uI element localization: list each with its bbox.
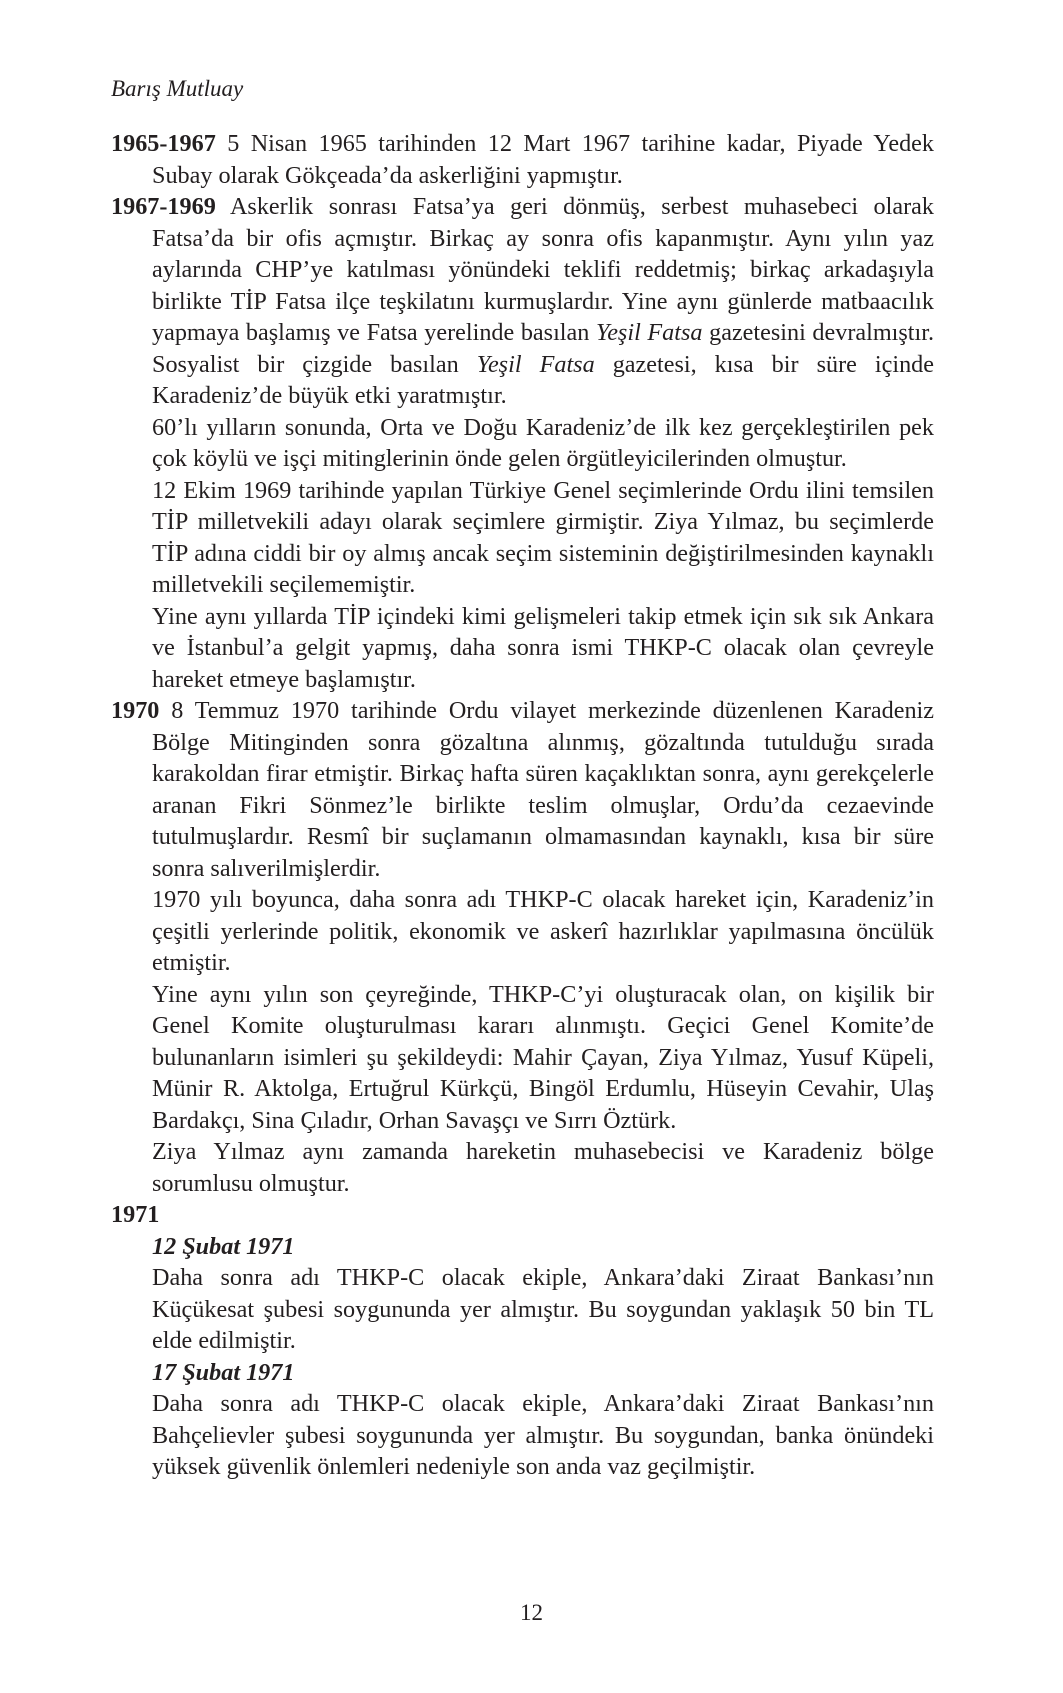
event-date: 12 Şubat 1971 — [152, 1232, 295, 1260]
newspaper-title: Yeşil Fatsa — [476, 350, 595, 378]
entry-text: Askerlik sonrası Fatsa’ya geri dönmüş, serbest muhasebeci olarak Fatsa’da bir ofis açmıştır. Birkaç ay sonra ofis kapanmıştır. Aynı yılın yaz aylarında CHP’ye katılması yönündeki teklifi reddetmiş; birkaç arkadaşıyla birlikte TİP Fatsa ilçe teşkilatını kurmuşlardır. Yine aynı günlerde matbaacılık yapmaya başlamış ve Fatsa yerelinde basılan — [152, 193, 934, 346]
page-number: 12 — [520, 1600, 543, 1625]
entry-year: 1965-1967 — [111, 130, 216, 157]
entry-text: 5 Nisan 1965 tarihinden 12 Mart 1967 tarihine kadar, Piyade Yedek Subay olarak Gökçeada’da askerliğini yapmıştır. — [152, 130, 934, 189]
entry-paragraph: Yine aynı yılın son çeyreğinde, THKP-C’yi oluşturacak olan, on kişilik bir Genel Komite oluşturulması kararı alınmıştı. Geçici Genel Komite’de bulunanların isimleri şu şekildeydi: Mahir Çayan, Ziya Yılmaz, Yusuf Küpeli, Münir R. Aktolga, Ertuğrul Kürkçü, Bingöl Erdumlu, Hüseyin Cevahir, Ulaş Bardakçı, Sina Çıladır, Orhan Savaşçı ve Sırrı Öztürk. — [152, 980, 934, 1134]
event-text: Daha sonra adı THKP-C olacak ekiple, Ankara’daki Ziraat Bankası’nın Küçükesat şubesi soygununda yer almıştır. Bu soygundan yaklaşık 50 bin TL elde edilmiştir. — [152, 1264, 934, 1354]
newspaper-title: Yeşil Fatsa — [595, 319, 703, 346]
entry-1967-1969 — [111, 191, 934, 412]
entry-1965-1967 — [111, 128, 934, 191]
entry-text: gazetesi, kısa bir süre içinde Karadeniz’de büyük etki yaratmıştır. — [152, 350, 934, 409]
entry-text: gazetesini devralmıştır. Sosyalist bir çizgide basılan — [152, 319, 935, 378]
entry-paragraph: Ziya Yılmaz aynı zamanda hareketin muhasebecisi ve Karadeniz bölge sorumlusu olmuştur. — [152, 1138, 934, 1197]
entry-year: 1967-1969 — [111, 193, 216, 220]
chronology-content — [111, 128, 934, 1483]
entry-paragraph: 60’lı yılların sonunda, Orta ve Doğu Karadeniz’de ilk kez gerçekleştirilen pek çok köylü ve işçi mitinglerinin önde gelen örgütleyicilerinden olmuştur. — [152, 413, 934, 472]
entry-paragraph: Yine aynı yıllarda TİP içindeki kimi gelişmeleri takip etmek için sık sık Ankara ve İstanbul’a gelgit yapmış, daha sonra ismi THKP-C olacak olan çevreyle hareket etmeye başlamıştır. — [152, 602, 934, 693]
entry-1970 — [111, 695, 934, 884]
event-text: Daha sonra adı THKP-C olacak ekiple, Ankara’daki Ziraat Bankası’nın Bahçelievler şubesi soygununda yer almıştır. Bu soygundan, banka önündeki yüksek güvenlik önlemleri nedeniyle son anda vaz geçilmiştir. — [152, 1390, 934, 1480]
entry-paragraph: 12 Ekim 1969 tarihinde yapılan Türkiye Genel seçimlerinde Ordu ilini temsilen TİP milletvekili adayı olarak seçimlere girmiştir. Ziya Yılmaz, bu seçimlerde TİP adına ciddi bir oy almış ancak seçim sisteminin değiştirilmesinden kaynaklı milletvekili seçilememiştir. — [152, 476, 934, 598]
entry-year: 1970 — [111, 697, 160, 724]
entry-paragraph: 1970 yılı boyunca, daha sonra adı THKP-C olacak hareket için, Karadeniz’in çeşitli yerlerinde politik, ekonomik ve askerî hazırlıklar yapılmasına öncülük etmiştir. — [152, 886, 934, 976]
entry-text: 8 Temmuz 1970 tarihinde Ordu vilayet merkezinde düzenlenen Karadeniz Bölge Mitinginden sonra gözaltına alınmış, gözaltında tutulduğu sırada karakoldan firar etmiştir. Birkaç hafta süren kaçaklıktan sonra, aynı gerekçelerle aranan Fikri Sönmez’le birlikte teslim olmuşlar, Ordu’da cezaevinde tutulmuşlardır. Resmî bir suçlamanın olmamasından kaynaklı, kısa bir süre sonra salıverilmişlerdir. — [152, 697, 934, 882]
event-date: 17 Şubat 1971 — [152, 1358, 295, 1386]
running-head: Barış Mutluay — [111, 76, 244, 101]
entry-year-1971: 1971 — [111, 1201, 160, 1228]
